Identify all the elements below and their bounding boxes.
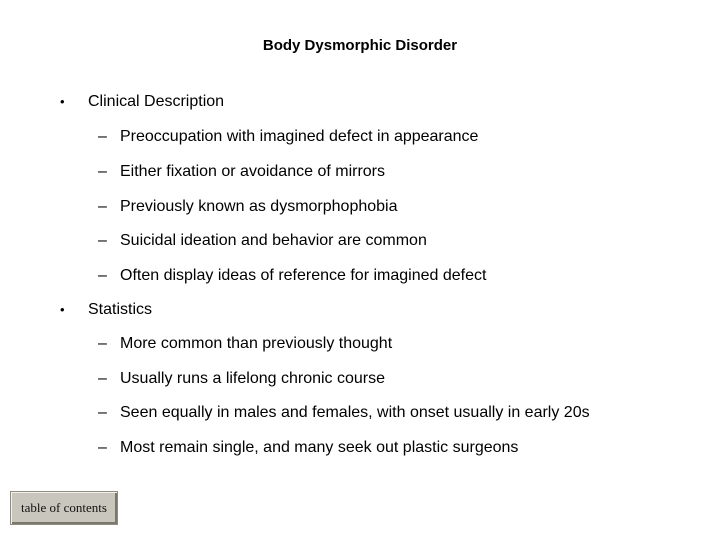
list-item: [98, 404, 590, 422]
sub-bullet-marker: –: [98, 370, 107, 387]
list-item: [98, 439, 518, 457]
list-item: [98, 163, 385, 181]
list-item: [98, 370, 385, 388]
bullet-marker: •: [60, 302, 65, 317]
slide-title: Body Dysmorphic Disorder: [262, 37, 458, 54]
sub-bullet-marker: –: [98, 335, 107, 352]
bullet-marker: •: [60, 94, 65, 109]
list-item-text: Preoccupation with imagined defect in appearance: [120, 128, 479, 145]
list-item-text: Most remain single, and many seek out plastic surgeons: [120, 439, 519, 456]
list-item-text: Previously known as dysmorphophobia: [120, 198, 398, 215]
section-clinical-description: [60, 93, 224, 111]
list-item-text: Either fixation or avoidance of mirrors: [120, 163, 385, 180]
list-item: [98, 198, 397, 216]
sub-bullet-marker: –: [98, 267, 107, 284]
table-of-contents-button[interactable]: [10, 491, 118, 525]
sub-bullet-marker: –: [98, 232, 107, 249]
sub-bullet-marker: –: [98, 163, 107, 180]
sub-bullet-marker: –: [98, 128, 107, 145]
sub-bullet-marker: –: [98, 439, 107, 456]
list-item: [98, 267, 486, 285]
list-item: [98, 232, 427, 250]
table-of-contents-label: table of contents: [21, 500, 107, 515]
list-item-text: Seen equally in males and females, with onset usually in early 20s: [120, 404, 590, 421]
section-statistics: [60, 301, 152, 319]
list-item-text: Often display ideas of reference for imagined defect: [120, 267, 487, 284]
list-item-text: More common than previously thought: [120, 335, 393, 352]
list-item: [98, 335, 392, 353]
section-heading: Statistics: [88, 301, 153, 318]
section-heading: Clinical Description: [88, 93, 225, 110]
list-item: [98, 128, 478, 146]
list-item-text: Suicidal ideation and behavior are common: [120, 232, 427, 249]
list-item-text: Usually runs a lifelong chronic course: [120, 370, 386, 387]
sub-bullet-marker: –: [98, 404, 107, 421]
sub-bullet-marker: –: [98, 198, 107, 215]
